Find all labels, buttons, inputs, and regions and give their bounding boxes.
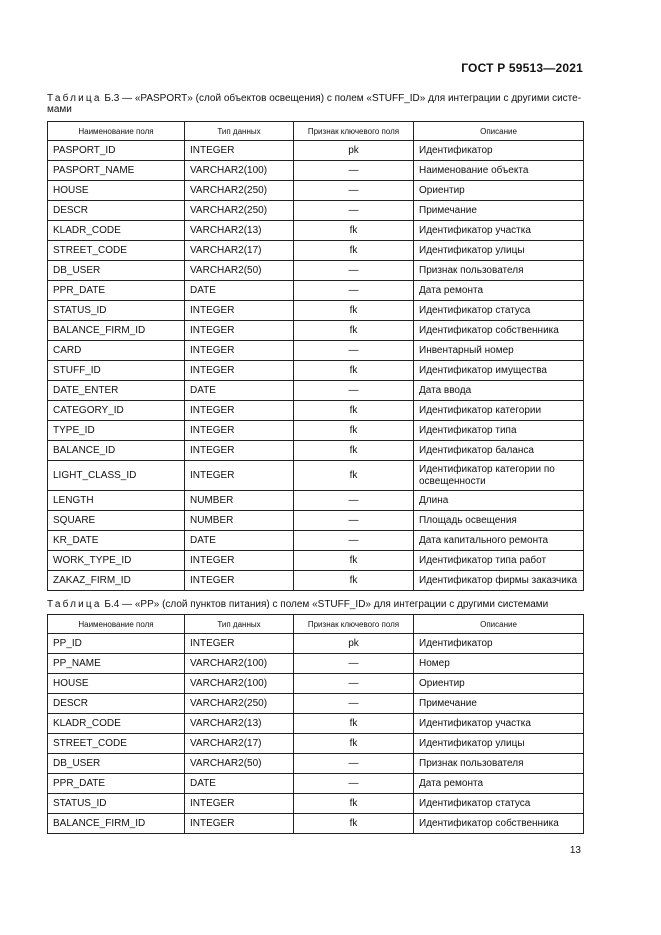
cell-key-flag: — [294, 181, 414, 201]
cell-field-name: KR_DATE [48, 531, 185, 551]
cell-key-flag: — [294, 491, 414, 511]
cell-key-flag: — [294, 341, 414, 361]
cell-key-flag: fk [294, 571, 414, 591]
table-row [48, 491, 584, 511]
table-row [48, 654, 584, 674]
cell-field-name: BALANCE_FIRM_ID [48, 321, 185, 341]
cell-field-name: DB_USER [48, 754, 185, 774]
cell-field-name: DATE_ENTER [48, 381, 185, 401]
cell-key-flag: fk [294, 814, 414, 834]
cell-description: Дата ремонта [414, 774, 584, 794]
cell-description: Идентификатор категории [414, 401, 584, 421]
cell-data-type: VARCHAR2(100) [185, 674, 294, 694]
table-b4 [47, 614, 584, 834]
column-header-description: Описание [414, 615, 584, 634]
cell-key-flag: fk [294, 421, 414, 441]
cell-data-type: INTEGER [185, 551, 294, 571]
table-row [48, 571, 584, 591]
table-row [48, 774, 584, 794]
table-row [48, 634, 584, 654]
cell-field-name: PP_NAME [48, 654, 185, 674]
cell-key-flag: — [294, 694, 414, 714]
table-b3-title: Б.3 — «PASPORT» (слой объектов освещения) с полем «STUFF_ID» для интеграции с другими систе-мами [47, 93, 582, 115]
table-row [48, 321, 584, 341]
cell-field-name: PP_ID [48, 634, 185, 654]
page-number: 13 [569, 845, 581, 856]
cell-description: Длина [414, 491, 584, 511]
cell-key-flag: fk [294, 461, 414, 491]
cell-description: Дата капитального ремонта [414, 531, 584, 551]
cell-field-name: SQUARE [48, 511, 185, 531]
table-b4-caption [47, 599, 584, 610]
cell-description: Идентификатор статуса [414, 794, 584, 814]
cell-description: Ориентир [414, 674, 584, 694]
table-row [48, 181, 584, 201]
cell-key-flag: — [294, 531, 414, 551]
cell-field-name: PPR_DATE [48, 281, 185, 301]
standard-header: ГОСТ Р 59513—2021 [461, 61, 583, 75]
cell-description: Примечание [414, 694, 584, 714]
column-header-key-flag: Признак ключевого поля [294, 615, 414, 634]
table-row [48, 511, 584, 531]
cell-description: Идентификатор статуса [414, 301, 584, 321]
table-row [48, 734, 584, 754]
cell-field-name: LIGHT_CLASS_ID [48, 461, 185, 491]
cell-field-name: DB_USER [48, 261, 185, 281]
cell-description: Идентификатор фирмы заказчика [414, 571, 584, 591]
table-row [48, 361, 584, 381]
cell-key-flag: fk [294, 301, 414, 321]
cell-data-type: DATE [185, 531, 294, 551]
cell-description: Идентификатор участка [414, 714, 584, 734]
table-row [48, 421, 584, 441]
cell-key-flag: — [294, 754, 414, 774]
cell-field-name: KLADR_CODE [48, 714, 185, 734]
cell-data-type: INTEGER [185, 341, 294, 361]
table-row [48, 714, 584, 734]
cell-description: Идентификатор [414, 141, 584, 161]
cell-data-type: NUMBER [185, 511, 294, 531]
table-row [48, 401, 584, 421]
cell-key-flag: — [294, 654, 414, 674]
cell-data-type: VARCHAR2(100) [185, 654, 294, 674]
cell-description: Инвентарный номер [414, 341, 584, 361]
cell-data-type: VARCHAR2(17) [185, 241, 294, 261]
cell-description: Наименование объекта [414, 161, 584, 181]
table-row [48, 261, 584, 281]
cell-description: Идентификатор категории по освещенности [414, 461, 584, 491]
table-row [48, 161, 584, 181]
cell-description: Признак пользователя [414, 754, 584, 774]
cell-key-flag: — [294, 161, 414, 181]
cell-description: Идентификатор собственника [414, 814, 584, 834]
cell-data-type: INTEGER [185, 361, 294, 381]
cell-data-type: INTEGER [185, 141, 294, 161]
table-row [48, 381, 584, 401]
column-header-data-type: Тип данных [185, 615, 294, 634]
column-header-field-name: Наименование поля [48, 122, 185, 141]
cell-data-type: INTEGER [185, 634, 294, 654]
cell-data-type: INTEGER [185, 321, 294, 341]
cell-field-name: ZAKAZ_FIRM_ID [48, 571, 185, 591]
column-header-description: Описание [414, 122, 584, 141]
table-b3 [47, 121, 584, 591]
table-row [48, 341, 584, 361]
column-header-data-type: Тип данных [185, 122, 294, 141]
cell-data-type: NUMBER [185, 491, 294, 511]
cell-data-type: VARCHAR2(17) [185, 734, 294, 754]
cell-field-name: PASPORT_NAME [48, 161, 185, 181]
cell-data-type: DATE [185, 774, 294, 794]
cell-field-name: DESCR [48, 694, 185, 714]
cell-description: Идентификатор [414, 634, 584, 654]
cell-key-flag: fk [294, 714, 414, 734]
cell-key-flag: fk [294, 401, 414, 421]
cell-field-name: HOUSE [48, 674, 185, 694]
cell-data-type: INTEGER [185, 421, 294, 441]
cell-data-type: VARCHAR2(50) [185, 754, 294, 774]
table-row [48, 674, 584, 694]
cell-key-flag: fk [294, 794, 414, 814]
cell-field-name: BALANCE_ID [48, 441, 185, 461]
table-b3-label: Таблица [47, 93, 102, 104]
table-row [48, 301, 584, 321]
cell-key-flag: fk [294, 321, 414, 341]
cell-field-name: CARD [48, 341, 185, 361]
cell-description: Номер [414, 654, 584, 674]
cell-description: Идентификатор типа работ [414, 551, 584, 571]
cell-key-flag: — [294, 674, 414, 694]
cell-description: Примечание [414, 201, 584, 221]
cell-field-name: HOUSE [48, 181, 185, 201]
cell-key-flag: — [294, 261, 414, 281]
table-row [48, 794, 584, 814]
cell-description: Признак пользователя [414, 261, 584, 281]
cell-description: Ориентир [414, 181, 584, 201]
cell-field-name: STREET_CODE [48, 734, 185, 754]
cell-key-flag: — [294, 201, 414, 221]
cell-data-type: VARCHAR2(100) [185, 161, 294, 181]
cell-description: Идентификатор улицы [414, 734, 584, 754]
column-header-key-flag: Признак ключевого поля [294, 122, 414, 141]
cell-key-flag: fk [294, 221, 414, 241]
cell-field-name: STATUS_ID [48, 794, 185, 814]
cell-field-name: STATUS_ID [48, 301, 185, 321]
table-row [48, 241, 584, 261]
table-row [48, 141, 584, 161]
cell-data-type: INTEGER [185, 794, 294, 814]
cell-data-type: VARCHAR2(13) [185, 714, 294, 734]
cell-description: Идентификатор улицы [414, 241, 584, 261]
cell-description: Площадь освещения [414, 511, 584, 531]
cell-field-name: TYPE_ID [48, 421, 185, 441]
cell-field-name: CATEGORY_ID [48, 401, 185, 421]
cell-key-flag: fk [294, 441, 414, 461]
table-row [48, 221, 584, 241]
cell-field-name: KLADR_CODE [48, 221, 185, 241]
table-row [48, 441, 584, 461]
table-row [48, 754, 584, 774]
cell-field-name: WORK_TYPE_ID [48, 551, 185, 571]
cell-description: Идентификатор типа [414, 421, 584, 441]
table-row [48, 201, 584, 221]
cell-field-name: LENGTH [48, 491, 185, 511]
cell-data-type: VARCHAR2(50) [185, 261, 294, 281]
table-row [48, 694, 584, 714]
cell-description: Дата ввода [414, 381, 584, 401]
cell-field-name: DESCR [48, 201, 185, 221]
table-header-row [48, 122, 584, 141]
cell-field-name: STUFF_ID [48, 361, 185, 381]
table-row [48, 551, 584, 571]
cell-key-flag: fk [294, 361, 414, 381]
table-row [48, 814, 584, 834]
cell-field-name: PPR_DATE [48, 774, 185, 794]
cell-description: Идентификатор имущества [414, 361, 584, 381]
cell-data-type: VARCHAR2(250) [185, 201, 294, 221]
cell-data-type: INTEGER [185, 301, 294, 321]
column-header-field-name: Наименование поля [48, 615, 185, 634]
table-header-row [48, 615, 584, 634]
cell-data-type: VARCHAR2(250) [185, 181, 294, 201]
cell-data-type: VARCHAR2(13) [185, 221, 294, 241]
cell-key-flag: — [294, 281, 414, 301]
cell-field-name: PASPORT_ID [48, 141, 185, 161]
cell-key-flag: fk [294, 734, 414, 754]
cell-data-type: INTEGER [185, 571, 294, 591]
cell-description: Идентификатор баланса [414, 441, 584, 461]
cell-key-flag: fk [294, 241, 414, 261]
cell-data-type: VARCHAR2(250) [185, 694, 294, 714]
table-row [48, 461, 584, 491]
table-b4-title: Б.4 — «PP» (слой пунктов питания) с полем «STUFF_ID» для интеграции с другими системами [104, 599, 549, 610]
cell-key-flag: fk [294, 551, 414, 571]
table-b3-caption [47, 93, 584, 115]
cell-key-flag: — [294, 381, 414, 401]
table-b4-label: Таблица [47, 599, 102, 610]
cell-field-name: BALANCE_FIRM_ID [48, 814, 185, 834]
cell-data-type: INTEGER [185, 814, 294, 834]
cell-data-type: INTEGER [185, 401, 294, 421]
cell-key-flag: pk [294, 141, 414, 161]
cell-key-flag: — [294, 511, 414, 531]
cell-key-flag: — [294, 774, 414, 794]
cell-data-type: INTEGER [185, 461, 294, 491]
cell-data-type: INTEGER [185, 441, 294, 461]
cell-field-name: STREET_CODE [48, 241, 185, 261]
cell-description: Дата ремонта [414, 281, 584, 301]
table-row [48, 531, 584, 551]
cell-key-flag: pk [294, 634, 414, 654]
cell-data-type: DATE [185, 281, 294, 301]
cell-description: Идентификатор участка [414, 221, 584, 241]
cell-data-type: DATE [185, 381, 294, 401]
table-row [48, 281, 584, 301]
cell-description: Идентификатор собственника [414, 321, 584, 341]
